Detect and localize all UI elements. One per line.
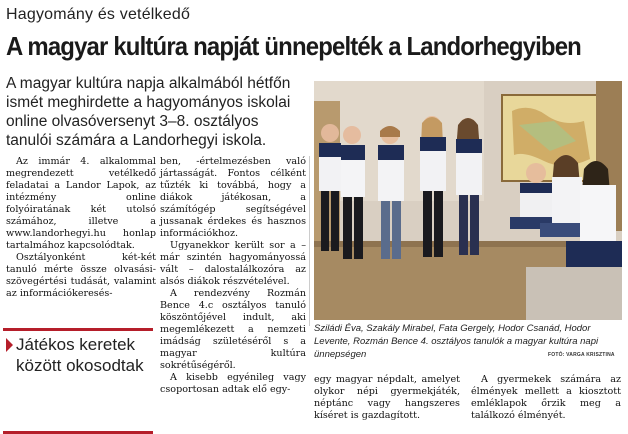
subhead-text: Játékos keretek között okosodtak xyxy=(16,335,144,375)
article-lead: A magyar kultúra napja alkalmából hétfőn ismét meghirdette a hagyományos iskolai online olvasóversenyt 3–8. osztályos tanulói számára a Landorhegyi iskola. xyxy=(6,75,291,149)
children-singing-photo xyxy=(314,81,622,320)
body-paragraph: Ugyanekkor került sor a – már szintén hagyományossá vált – dalostalálkozóra az alsós diákok részvételével. xyxy=(160,240,306,287)
body-paragraph: A gyermekek számára az élmények mellett a kiosztott emléklapok őrzik meg a találkozó élményét. xyxy=(471,374,621,421)
body-paragraph: A kisebb egyénileg vagy csoportosan adtak elő egy- xyxy=(160,372,306,395)
body-column-1 xyxy=(6,156,156,300)
body-paragraph: egy magyar népdalt, amelyet olykor népi gyermekjáték, néptánc vagy hangszeres kíséret is gazdagított. xyxy=(314,374,460,421)
body-paragraph: ben, -értelmezésben való jártasságát. Fontos célként tűzték ki továbbá, hogy a diákok játékosan, a számítógép segítségével jussanak érdekes és hasznos információkhoz. xyxy=(160,156,306,239)
triangle-marker-icon xyxy=(6,338,13,352)
article-headline: A magyar kultúra napját ünnepelték a Landorhegyiben xyxy=(6,31,581,61)
subhead-box xyxy=(3,328,153,434)
column-divider xyxy=(309,156,310,326)
article-kicker: Hagyomány és vetélkedő xyxy=(6,6,191,23)
article-photo xyxy=(314,81,622,320)
body-column-4 xyxy=(471,374,621,422)
body-paragraph: Osztályonként két-két tanuló mérte össze olvasási-szövegértési tudását, valamint az információkeresés- xyxy=(6,252,156,299)
body-column-3 xyxy=(314,374,460,422)
body-column-2 xyxy=(160,156,306,396)
body-paragraph: A rendezvény Rozmán Bence 4.c osztályos tanuló köszöntőjével indult, aki megemlékezett a nemzeti imádság születéséről s a magyar kultúra sokrétűségéről. xyxy=(160,288,306,371)
photo-caption: Sziládi Éva, Szakály Mirabel, Fata Gergely, Hodor Csanád, Hodor Levente, Rozmán Bence 4. osztályos tanulók a magyar kultúra napi ünnepségen xyxy=(314,323,599,360)
body-paragraph: Az immár 4. alkalommal megrendezett vetélkedő feladatai a Landor Lapok, az intézmény online folyóiratának két utolsó számához, illetve a www.landorhegyi.hu honlap tartalmához kapcsolódtak. xyxy=(6,156,156,251)
photo-credit: FOTÓ: VARGA KRISZTINA xyxy=(548,352,615,358)
